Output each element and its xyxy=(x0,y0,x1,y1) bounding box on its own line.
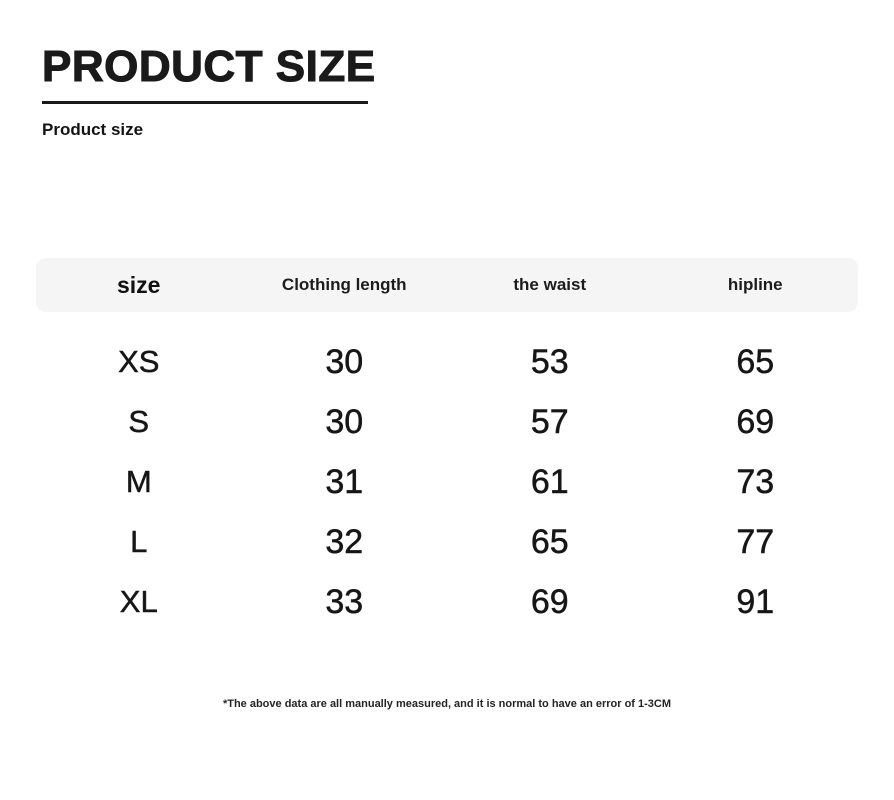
cell-the-waist: 53 xyxy=(530,342,569,381)
table-header-row xyxy=(36,258,858,312)
row-size-label: XL xyxy=(119,584,158,619)
table-row-l xyxy=(36,512,858,572)
size-table xyxy=(36,258,858,632)
cell-hipline: 73 xyxy=(736,462,775,501)
table-row-s xyxy=(36,392,858,452)
row-size-label: XS xyxy=(118,344,160,379)
table-row-xs xyxy=(36,332,858,392)
table-body xyxy=(36,332,858,632)
row-size-label: L xyxy=(130,524,148,559)
header-cell-size: size xyxy=(117,271,161,298)
row-size-label: M xyxy=(125,464,152,499)
header-cell-the-waist: the waist xyxy=(513,275,587,294)
header-cell-hipline: hipline xyxy=(727,275,783,294)
table-row-m xyxy=(36,452,858,512)
cell-the-waist: 69 xyxy=(530,582,569,621)
cell-the-waist: 65 xyxy=(530,522,569,561)
cell-hipline: 77 xyxy=(736,522,775,561)
row-size-label: S xyxy=(128,404,150,439)
measurement-disclaimer: *The above data are all manually measured, and it is normal to have an error of 1-3CM xyxy=(222,698,672,710)
cell-the-waist: 61 xyxy=(530,462,569,501)
page-subtitle: Product size xyxy=(42,120,144,139)
cell-hipline: 69 xyxy=(736,402,775,441)
cell-hipline: 91 xyxy=(736,582,775,621)
cell-clothing-length: 30 xyxy=(325,402,364,441)
cell-clothing-length: 31 xyxy=(325,462,364,501)
cell-the-waist: 57 xyxy=(530,402,569,441)
header-cell-clothing-length: Clothing length xyxy=(281,275,407,294)
cell-clothing-length: 30 xyxy=(325,342,364,381)
title-underline xyxy=(42,101,368,104)
table-row-xl xyxy=(36,572,858,632)
page-title: PRODUCT SIZE xyxy=(42,42,376,91)
cell-clothing-length: 33 xyxy=(325,582,364,621)
cell-hipline: 65 xyxy=(736,342,775,381)
cell-clothing-length: 32 xyxy=(325,522,364,561)
